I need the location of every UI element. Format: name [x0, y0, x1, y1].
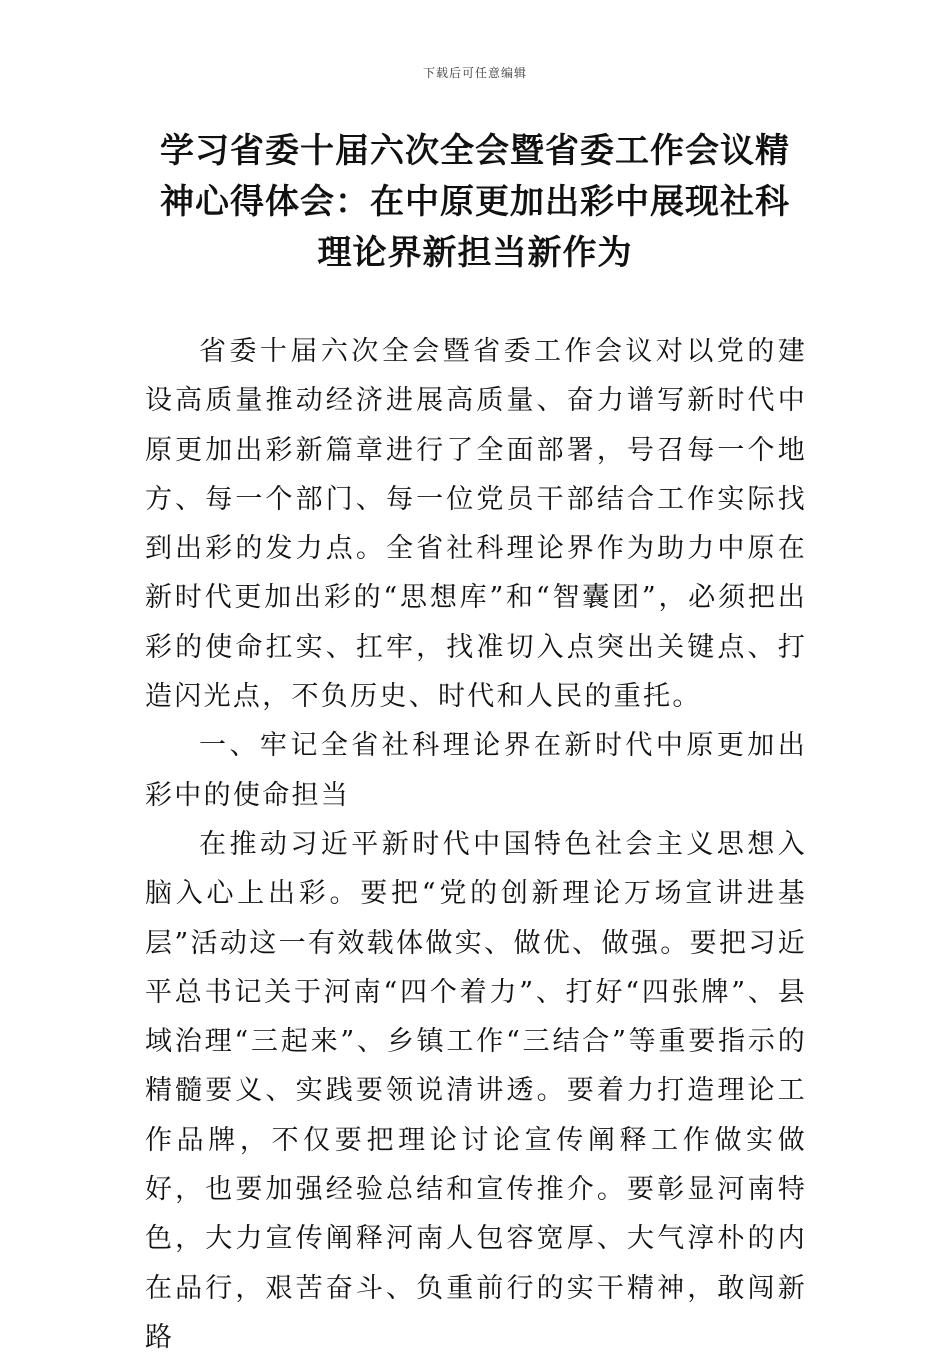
paragraph-intro: 省委十届六次全会暨省委工作会议对以党的建设高质量推动经济进展高质量、奋力谱写新时代中原更加出彩新篇章进行了全面部署，号召每一个地方、每一个部门、每一位党员干部结合工作实际找到出彩的发力点。全省社科理论界作为助力中原在新时代更加出彩的“思想库”和“智囊团”，必须把出彩的使命扛实、扛牢，找准切入点突出关键点、打造闪光点，不负历史、时代和人民的重托。: [145, 336, 807, 713]
header-note: 下载后可任意编辑: [422, 66, 527, 80]
section-heading-1: 一、牢记全省社科理论界在新时代中原更加出彩中的使命担当: [145, 730, 807, 811]
paragraph-section-1: 在推动习近平新时代中国特色社会主义思想入脑入心上出彩。要把“党的创新理论万场宣讲进基层”活动这一有效载体做实、做优、做强。要把习近平总书记关于河南“四个着力”、打好“四张牌”、县域治理“三起来”、乡镇工作“三结合”等重要指示的精髓要义、实践要领说清讲透。要着力打造理论工作品牌，不仅要把理论讨论宣传阐释工作做实做好，也要加强经验总结和宣传推介。要彰显河南特色，大力宣传阐释河南人包容宽厚、大气淳朴的内在品行，艰苦奋斗、负重前行的实干精神，敢闯新路: [145, 828, 807, 1353]
document-body: [145, 327, 807, 1362]
document-title: 学习省委十届六次全会暨省委工作会议精神心得体会：在中原更加出彩中展现社科理论界新担当新作为: [160, 131, 790, 273]
